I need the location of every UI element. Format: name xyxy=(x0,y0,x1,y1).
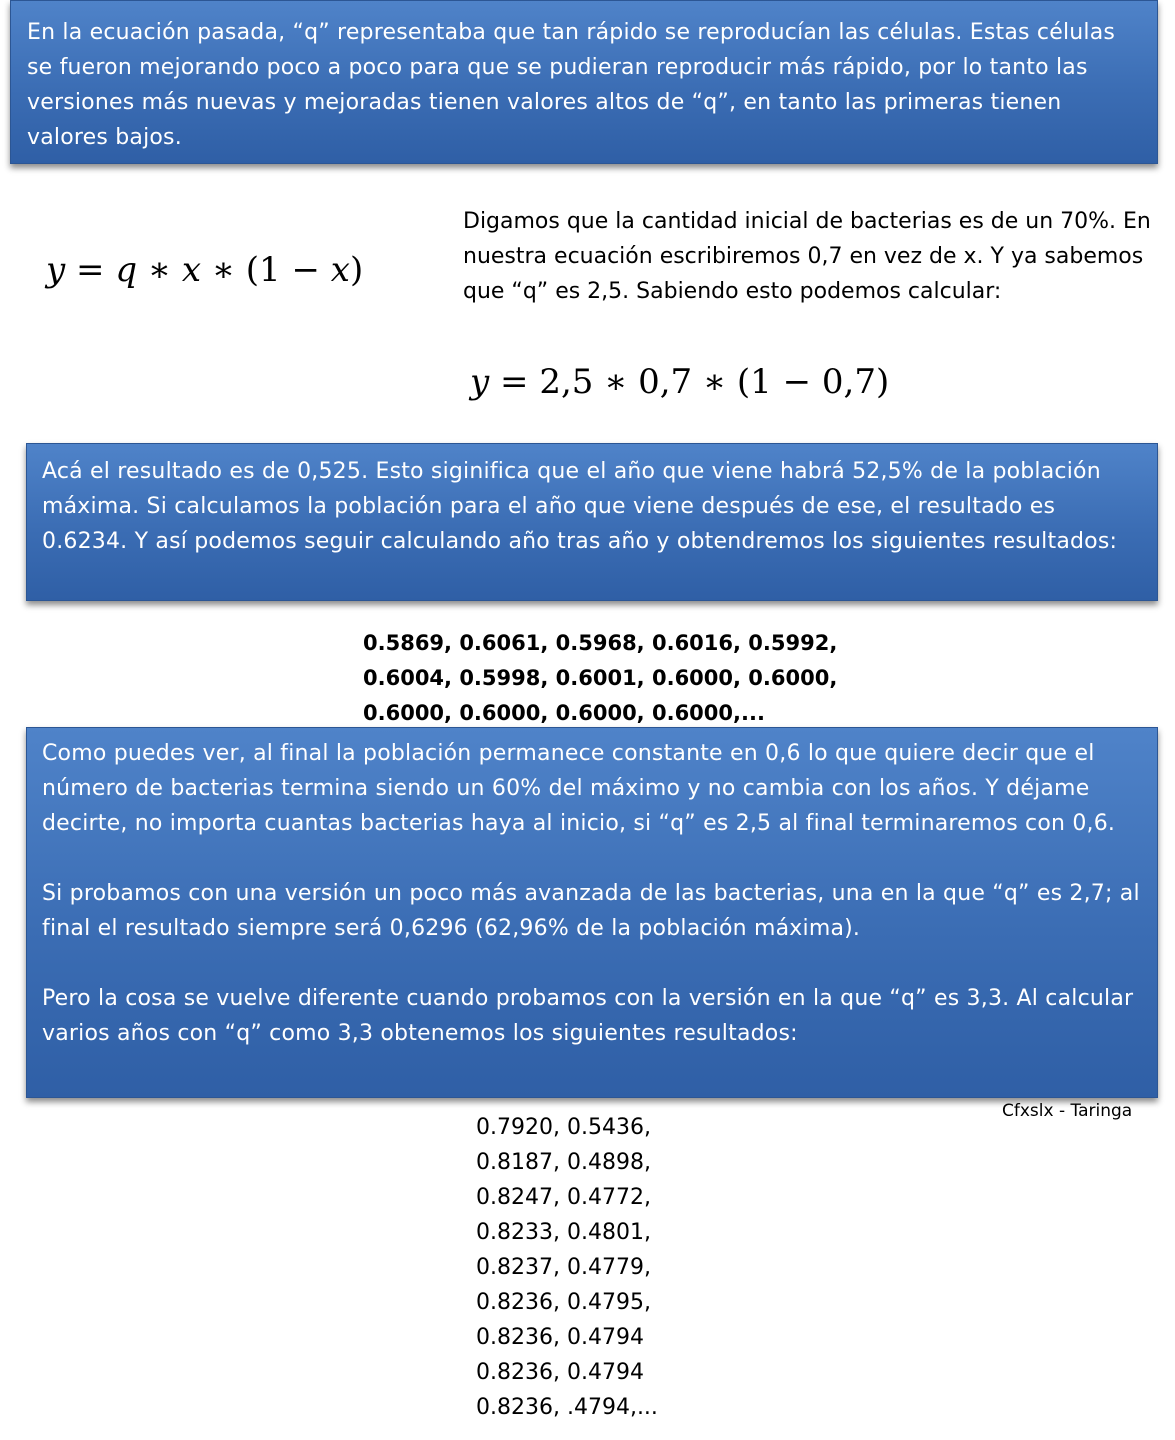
var-q: q xyxy=(115,250,138,290)
sequence-line: 0.8237, 0.4779, xyxy=(476,1255,651,1280)
eq-sign: = xyxy=(65,250,116,290)
paren-close: ) xyxy=(349,250,364,290)
var-x-2: x xyxy=(330,250,350,290)
author-credit: Cfxslx - Taringa xyxy=(1002,1101,1133,1121)
sequence-q-3-3 xyxy=(476,1110,658,1425)
sequence-line: 0.5869, 0.6061, 0.5968, 0.6016, 0.5992, xyxy=(363,631,838,655)
sequence-line: 0.8233, 0.4801, xyxy=(476,1220,651,1245)
op-mult-2: ∗ xyxy=(201,250,246,290)
initial-condition-text: Digamos que la cantidad inicial de bacterias es de un 70%. En nuestra ecuación escribiremos 0,7 en vez de x. Y ya sabemos que “q” es 2,5. Sabiendo esto podemos calcular: xyxy=(463,209,1151,304)
conclusion-paragraph-2: Si probamos con una versión un poco más avanzada de las bacterias, una en la que “q” es 2,7; al final el resultado siempre será 0,6296 (62,96% de la población máxima). xyxy=(42,881,1140,941)
sequence-line: 0.7920, 0.5436, xyxy=(476,1115,651,1140)
intro-callout-box xyxy=(10,0,1158,164)
sequence-line: 0.8236, 0.4795, xyxy=(476,1290,651,1315)
calc-var-y: y xyxy=(470,362,490,402)
calc-expression: = 2,5 ∗ 0,7 ∗ (1 − 0,7) xyxy=(489,362,890,402)
intro-callout-text: En la ecuación pasada, “q” representaba que tan rápido se reproducían las células. Estas células se fueron mejorando poco a poco para que se pudieran reproducir más rápido, por lo tanto las versiones más nuevas y mejoradas tienen valores altos de “q”, en tanto las primeras tienen valores bajos. xyxy=(27,20,1116,150)
op-mult-1: ∗ xyxy=(137,250,182,290)
sequence-q-2-5 xyxy=(363,626,883,731)
sequence-line: 0.8236, 0.4794 xyxy=(476,1360,644,1385)
sequence-line: 0.8247, 0.4772, xyxy=(476,1185,651,1210)
logistic-equation xyxy=(46,250,363,290)
sequence-line: 0.6000, 0.6000, 0.6000, 0.6000,... xyxy=(363,701,765,725)
sequence-line: 0.8187, 0.4898, xyxy=(476,1150,651,1175)
conclusion-paragraph-1: Como puedes ver, al final la población permanece constante en 0,6 lo que quiere decir que el número de bacterias termina siendo un 60% del máximo y no cambia con los años. Y déjame decirte, no importa cuantas bacterias haya al inicio, si “q” es 2,5 al final terminaremos con 0,6. xyxy=(42,741,1116,836)
paren-open: (1 − xyxy=(245,250,331,290)
sequence-line: 0.6004, 0.5998, 0.6001, 0.6000, 0.6000, xyxy=(363,666,838,690)
substituted-equation xyxy=(470,362,889,402)
sequence-line: 0.8236, .4794,... xyxy=(476,1395,658,1420)
var-x-1: x xyxy=(181,250,202,290)
result-callout-text: Acá el resultado es de 0,525. Esto siginifica que el año que viene habrá 52,5% de la población máxima. Si calculamos la población para el año que viene después de ese, el resultado es 0.6234. Y así podemos seguir calculando año tras año y obtendremos los siguientes resultados: xyxy=(42,459,1118,554)
var-y: y xyxy=(46,250,66,290)
sequence-line: 0.8236, 0.4794 xyxy=(476,1325,644,1350)
result-callout-box xyxy=(26,443,1158,601)
conclusion-callout-box xyxy=(26,727,1158,1098)
conclusion-paragraph-3: Pero la cosa se vuelve diferente cuando probamos con la versión en la que “q” es 3,3. Al calcular varios años con “q” como 3,3 obtenemos los siguientes resultados: xyxy=(42,986,1134,1046)
